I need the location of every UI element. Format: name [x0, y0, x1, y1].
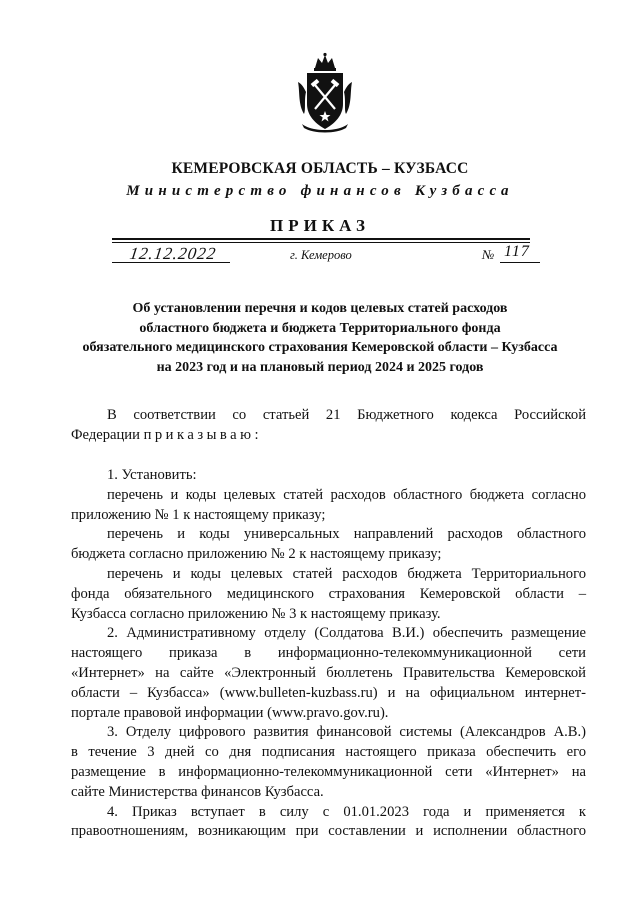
body-line: в течение 3 дней со дня подписания настоящего приказа обеспечить его: [71, 744, 586, 761]
body-line: перечень и коды универсальных направлений расходов областного: [107, 526, 586, 543]
body-line: размещение в информационно-телекоммуникационной сети «Интернет» на: [71, 763, 586, 780]
body-line: 4. Приказ вступает в силу с 01.01.2023 года и применяется к: [107, 803, 586, 820]
body-line: 2. Административному отделу (Солдатова В.И.) обеспечить размещение: [107, 625, 586, 642]
preamble-paragraph: [71, 406, 586, 446]
order-city: г. Кемерово: [290, 248, 352, 262]
body-line: перечень и коды целевых статей расходов областного бюджета согласно: [107, 486, 586, 503]
body-line: бюджета согласно приложению № 2 к настоящему приказу;: [71, 546, 442, 563]
body-line: портале правовой информации (www.pravo.gov.ru).: [71, 704, 389, 721]
body-line: фонда обязательного медицинского страхования Кемеровской области –: [71, 585, 586, 602]
body-line: правоотношениям, возникающим при составлении и исполнении областного: [71, 823, 586, 840]
preamble-order-word: приказываю:: [143, 426, 263, 443]
date-underline: [112, 262, 230, 263]
number-underline: [500, 262, 540, 263]
title-line: обязательного медицинского страхования Кемеровской области – Кузбасса: [82, 340, 558, 356]
title-line: на 2023 год и на плановый период 2024 и 2025 годов: [156, 360, 484, 376]
body-line: сайте Министерства финансов Кузбасса.: [71, 783, 324, 800]
ministry-heading: Министерство финансов Кузбасса: [126, 183, 514, 199]
header-rule-thin: [112, 242, 530, 243]
body-line: 3. Отделу цифрового развития финансовой системы (Александров А.В.): [107, 724, 586, 741]
body-line: области – Кузбасса» (www.bulleten-kuzbass.ru) и на официальном интернет-: [71, 684, 586, 701]
body-line: Кузбасса согласно приложению № 3 к настоящему приказу.: [71, 605, 441, 622]
order-title: [60, 299, 580, 378]
body-line: перечень и коды целевых статей расходов бюджета Территориального: [107, 565, 586, 582]
title-line: областного бюджета и бюджета Территориального фонда: [139, 320, 501, 336]
body-line: «Интернет» на сайте «Электронный бюллетень Правительства Кемеровской: [71, 664, 586, 681]
coat-of-arms-emblem: [296, 52, 354, 134]
body-line: настоящего приказа в информационно-телекоммуникационной сети: [71, 645, 586, 662]
region-heading: КЕМЕРОВСКАЯ ОБЛАСТЬ – КУЗБАСС: [171, 160, 469, 177]
order-body: [71, 466, 586, 842]
title-line: Об установлении перечня и кодов целевых статей расходов: [132, 301, 508, 316]
document-type-heading: ПРИКАЗ: [270, 216, 370, 235]
header-rule-thick: [112, 238, 530, 240]
body-line: 1. Установить:: [107, 467, 197, 483]
preamble-line: [71, 426, 586, 446]
order-date: 12.12.2022: [128, 244, 218, 263]
preamble-line: В соответствии со статьей 21 Бюджетного кодекса Российской: [107, 407, 586, 423]
order-number-label: №: [482, 247, 495, 262]
body-line: приложению № 1 к настоящему приказу;: [71, 506, 326, 523]
order-number: 117: [504, 243, 530, 260]
preamble-start: Федерации: [71, 426, 140, 443]
